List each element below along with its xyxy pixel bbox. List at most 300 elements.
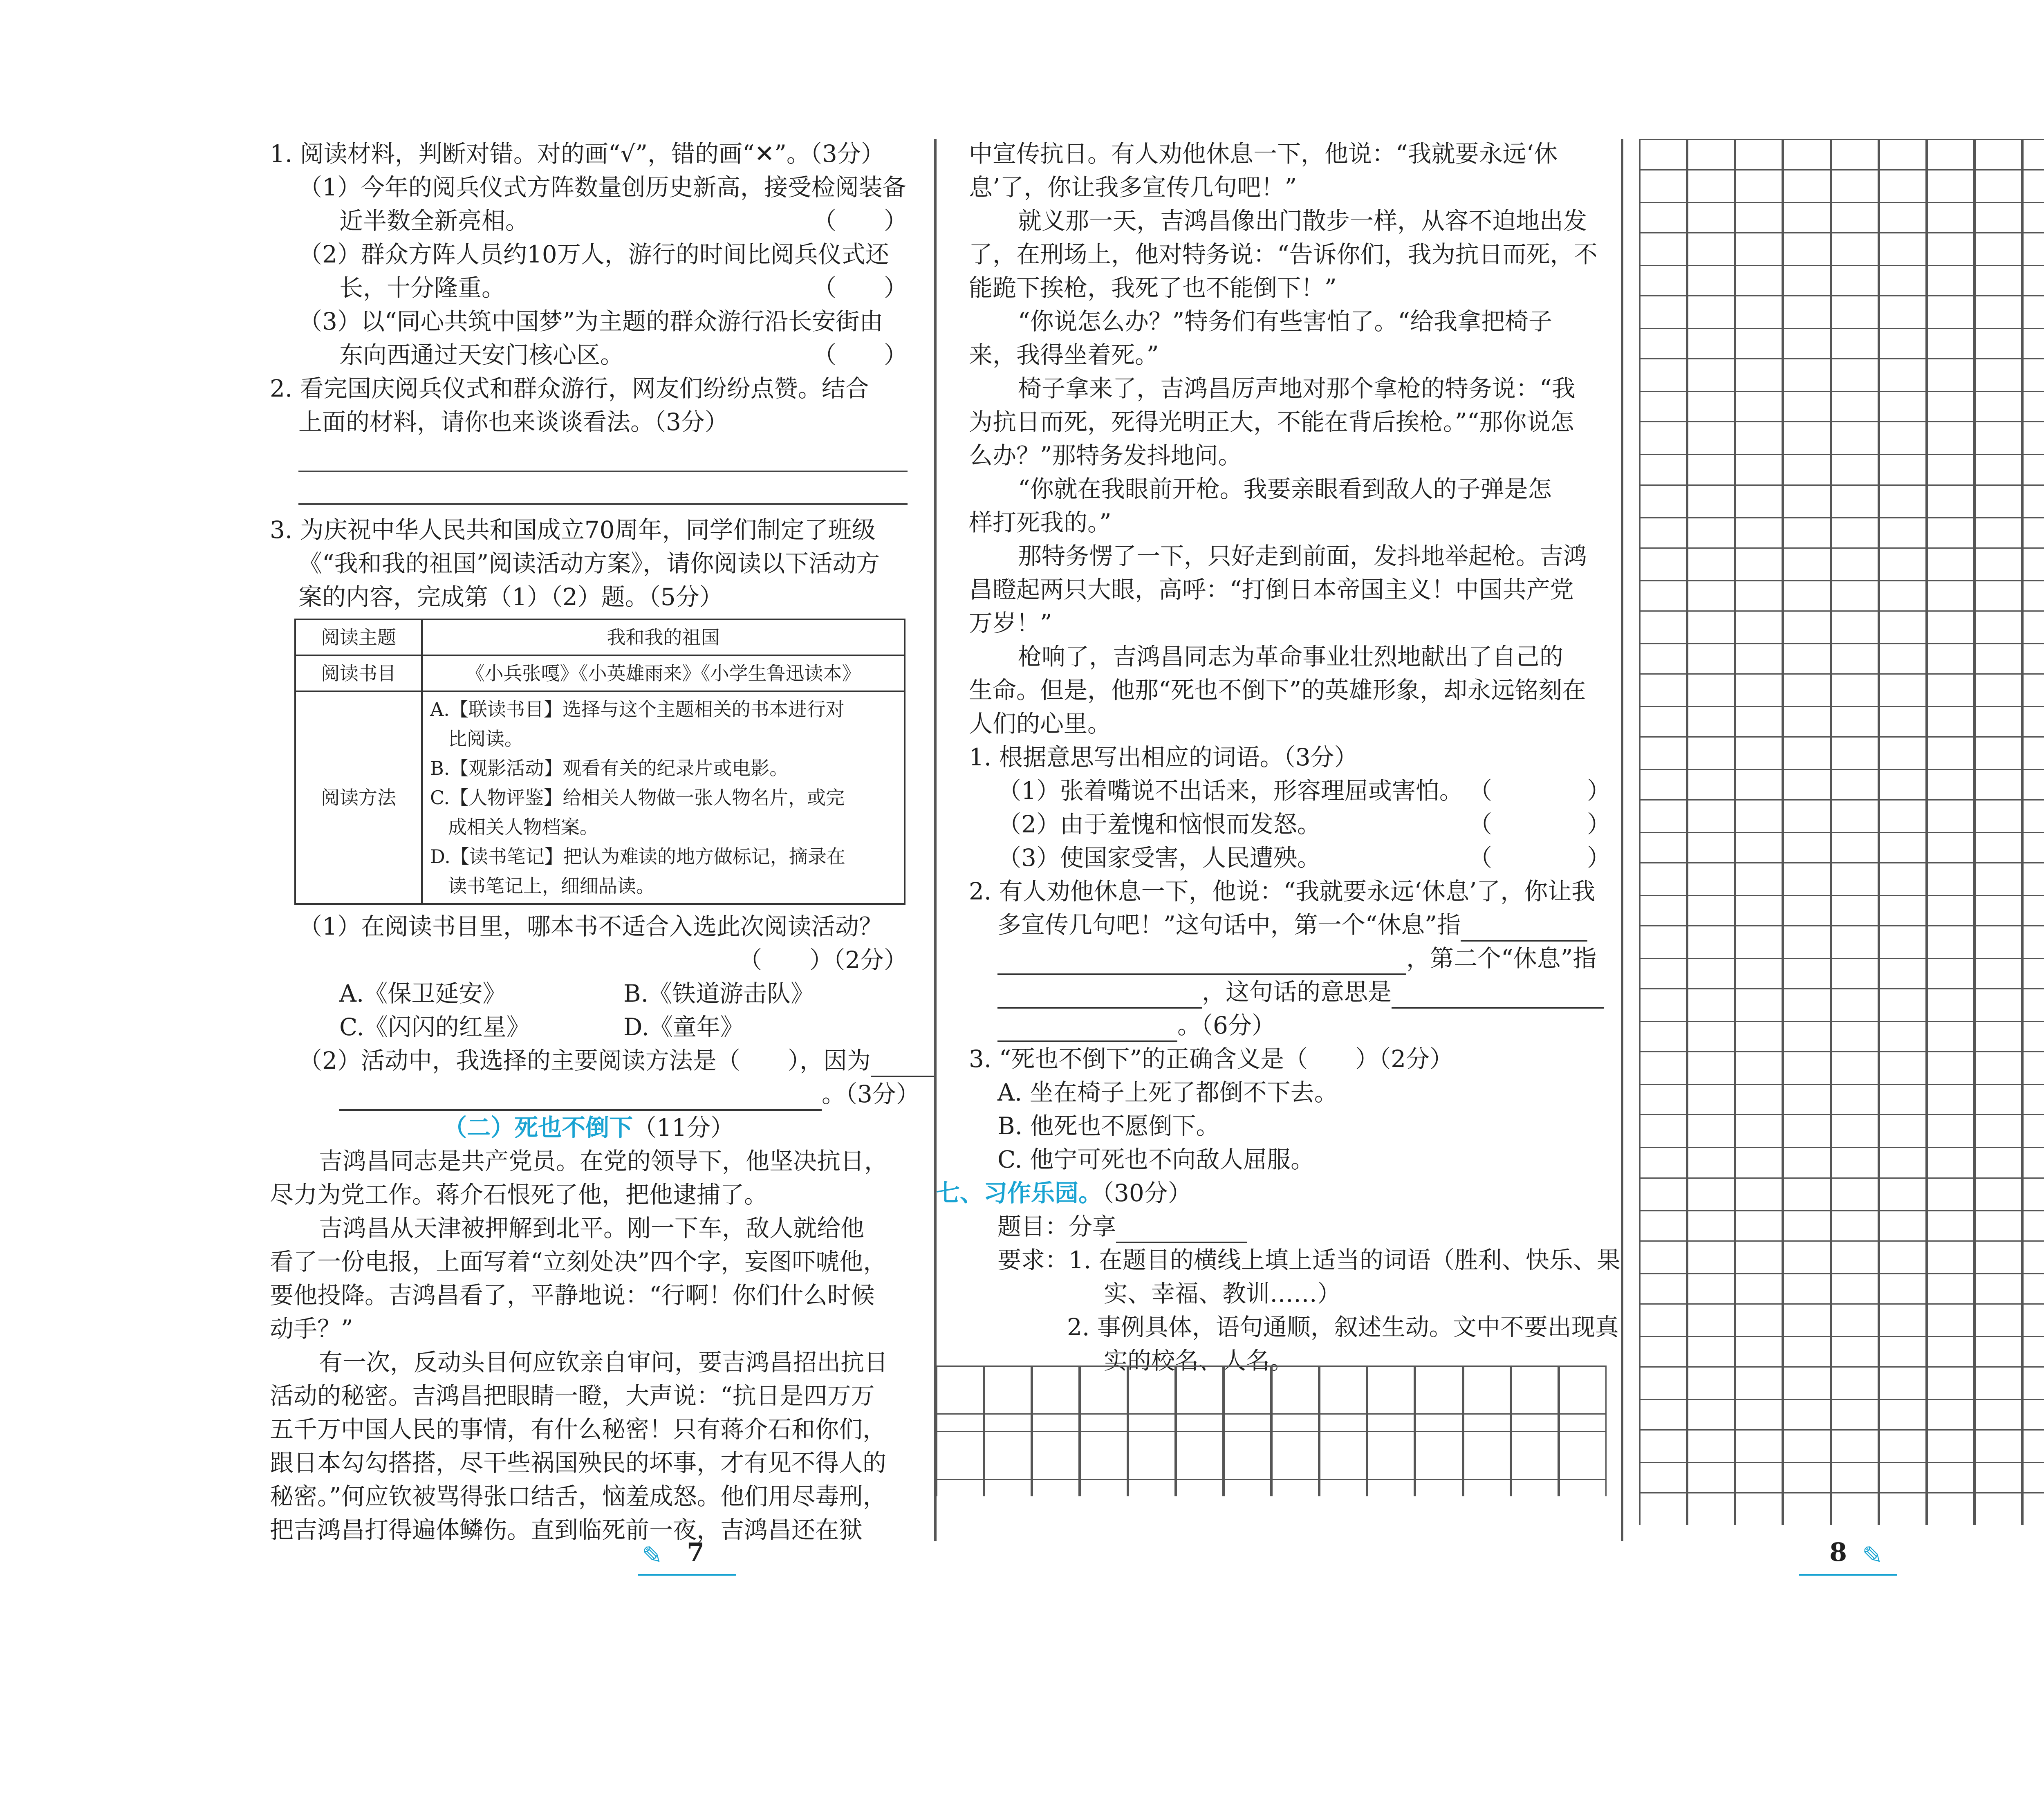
b-q1-stem: 1. 根据意思写出相应的词语。（3分） [969,743,1358,771]
grid-cell[interactable] [1639,1336,1687,1368]
grid-spacer [1831,549,1879,580]
grid-cell[interactable] [1879,1084,1927,1115]
grid-cell[interactable] [2022,832,2044,863]
grid-cell[interactable] [1783,1462,1831,1493]
grid-cell[interactable] [1927,1084,1975,1115]
grid-cell[interactable] [2022,1336,2044,1368]
grid-cell[interactable] [1927,454,1975,485]
grid-spacer [1032,1415,1080,1431]
grid-spacer [1975,422,2022,454]
grid-cell[interactable] [2022,1399,2044,1431]
grid-cell[interactable] [1783,1336,1831,1368]
grid-cell[interactable] [1559,1431,1607,1480]
grid-cell[interactable] [1975,1399,2022,1431]
option-b[interactable]: B.《铁道游击队》 [623,980,815,1007]
q3-sub2-blank1[interactable] [871,1052,936,1077]
grid-cell[interactable] [1927,1210,1975,1242]
grid-cell[interactable] [1927,958,1975,989]
grid-cell[interactable] [1687,958,1735,989]
grid-cell[interactable] [2022,1021,2044,1052]
b-q2-blank2[interactable] [997,950,1406,975]
grid-cell[interactable] [1687,1084,1735,1115]
grid-cell[interactable] [1831,1399,1879,1431]
pencil-icon: ✎ [642,1541,663,1570]
grid-spacer [1415,1415,1463,1431]
grid-cell[interactable] [1975,769,2022,800]
grid-cell[interactable] [2022,1210,2044,1242]
q1-item2-answer[interactable]: （ ） [812,274,908,302]
grid-cell[interactable] [1927,265,1975,296]
grid-cell[interactable] [1687,1462,1735,1493]
method-a-line2: 比阅读。 [430,728,523,750]
grid-cell[interactable] [1687,265,1735,296]
grid-cell[interactable] [1831,265,1879,296]
grid-cell[interactable] [2022,517,2044,549]
grid-cell[interactable] [1639,832,1687,863]
grid-cell[interactable] [1687,139,1735,170]
option-a[interactable]: A.《保卫延安》 [339,980,507,1007]
grid-cell[interactable] [1687,580,1735,612]
grid-cell[interactable] [1975,454,2022,485]
grid-cell[interactable] [1639,1399,1687,1431]
grid-spacer [1927,675,1975,706]
grid-cell[interactable] [1831,1084,1879,1115]
grid-cell[interactable] [1735,1084,1783,1115]
grid-cell[interactable] [1463,1366,1511,1415]
grid-cell[interactable] [1975,832,2022,863]
story-line-b8: 椅子拿来了，吉鸿昌厉声地对那个拿枪的特务说：“我 [1018,374,1576,402]
grid-spacer [1735,863,1783,895]
grid-cell[interactable] [1735,1210,1783,1242]
grid-cell[interactable] [1783,958,1831,989]
grid-cell[interactable] [1735,202,1783,233]
grid-cell[interactable] [984,1366,1032,1415]
grid-cell[interactable] [1879,202,1927,233]
grid-spacer [1639,549,1687,580]
q2-answer-line1[interactable] [298,446,908,472]
grid-spacer [1735,1115,1783,1147]
grid-cell[interactable] [1927,1462,1975,1493]
grid-cell[interactable] [1639,202,1687,233]
grid-cell[interactable] [1783,328,1831,359]
grid-cell[interactable] [1176,1366,1224,1415]
grid-cell[interactable] [1927,1273,1975,1305]
grid-spacer [1511,1480,1559,1496]
grid-cell[interactable] [1687,643,1735,675]
grid-spacer [2022,1305,2044,1336]
grid-spacer [1687,926,1735,958]
grid-cell[interactable] [1224,1431,1271,1480]
grid-cell[interactable] [2022,1273,2044,1305]
grid-cell[interactable] [1975,895,2022,926]
grid-cell[interactable] [1783,139,1831,170]
grid-cell[interactable] [2022,895,2044,926]
grid-cell[interactable] [1639,139,1687,170]
grid-cell[interactable] [1032,1366,1080,1415]
b-q3-option-c[interactable]: C. 他宁可死也不向敌人屈服。 [997,1146,1315,1173]
grid-cell[interactable] [1639,454,1687,485]
grid-cell[interactable] [936,1366,984,1415]
grid-spacer [1831,863,1879,895]
grid-cell[interactable] [1783,580,1831,612]
grid-cell[interactable] [1927,832,1975,863]
grid-cell[interactable] [1735,580,1783,612]
grid-spacer [1639,738,1687,769]
grid-cell[interactable] [1831,202,1879,233]
grid-cell[interactable] [1975,958,2022,989]
grid-cell[interactable] [1975,1336,2022,1368]
grid-cell[interactable] [1831,1336,1879,1368]
grid-cell[interactable] [2022,1462,2044,1493]
grid-cell[interactable] [1735,1021,1783,1052]
grid-cell[interactable] [1271,1431,1319,1480]
grid-cell[interactable] [1687,1210,1735,1242]
grid-cell[interactable] [1735,643,1783,675]
option-d[interactable]: D.《童年》 [623,1013,744,1041]
grid-cell[interactable] [2022,769,2044,800]
q3-sub1-answer[interactable]: （ ）（2分） [738,946,908,974]
q1-item3-answer[interactable]: （ ） [812,341,908,369]
grid-cell[interactable] [1879,895,1927,926]
grid-cell[interactable] [1879,958,1927,989]
grid-cell[interactable] [1927,328,1975,359]
grid-cell[interactable] [1783,265,1831,296]
grid-cell[interactable] [1367,1366,1415,1415]
essay-grid-large[interactable] [1639,139,2044,1525]
grid-cell[interactable] [1975,391,2022,422]
grid-cell[interactable] [1639,895,1687,926]
grid-cell[interactable] [1927,769,1975,800]
q1-item1-answer[interactable]: （ ） [812,207,908,235]
grid-cell[interactable] [1783,517,1831,549]
grid-cell[interactable] [1128,1431,1176,1480]
grid-spacer [1735,359,1783,391]
grid-cell[interactable] [1927,895,1975,926]
grid-spacer [1687,1368,1735,1399]
grid-cell[interactable] [1783,1273,1831,1305]
grid-cell[interactable] [1975,1273,2022,1305]
grid-cell[interactable] [1224,1366,1271,1415]
grid-cell[interactable] [1879,1147,1927,1178]
grid-cell[interactable] [1639,391,1687,422]
grid-cell[interactable] [2022,706,2044,738]
grid-cell[interactable] [1783,391,1831,422]
grid-cell[interactable] [1927,1021,1975,1052]
grid-cell[interactable] [2022,958,2044,989]
grid-cell[interactable] [1927,643,1975,675]
grid-spacer [1879,233,1927,265]
grid-cell[interactable] [984,1431,1032,1480]
grid-cell[interactable] [1687,1147,1735,1178]
grid-cell[interactable] [1511,1431,1559,1480]
grid-spacer [1975,359,2022,391]
grid-cell[interactable] [1735,1147,1783,1178]
b-q1-item3-answer[interactable]: （ ） [1468,844,1611,872]
grid-cell[interactable] [1927,139,1975,170]
grid-cell[interactable] [1879,580,1927,612]
grid-cell[interactable] [1879,769,1927,800]
grid-cell[interactable] [1879,643,1927,675]
grid-cell[interactable] [1687,1273,1735,1305]
grid-cell[interactable] [2022,202,2044,233]
q3-sub2: （2）活动中，我选择的主要阅读方法是（ ），因为 [270,1044,908,1077]
grid-cell[interactable] [1639,1210,1687,1242]
grid-spacer [1687,296,1735,328]
grid-cell[interactable] [1735,328,1783,359]
grid-cell[interactable] [1735,1462,1783,1493]
story-line-a11: 秘密。”何应钦被骂得张口结舌，恼羞成怒。他们用尽毒刑， [270,1482,887,1510]
grid-cell[interactable] [1879,328,1927,359]
grid-cell[interactable] [1975,328,2022,359]
grid-cell[interactable] [1783,1084,1831,1115]
grid-cell[interactable] [1927,517,1975,549]
grid-cell[interactable] [1735,139,1783,170]
method-a-line1: A.【联读书目】选择与这个主题相关的书本进行对 [430,698,845,720]
grid-cell[interactable] [1735,454,1783,485]
grid-cell[interactable] [1927,391,1975,422]
grid-cell[interactable] [1639,517,1687,549]
grid-cell[interactable] [936,1431,984,1480]
grid-spacer [1735,1431,1783,1462]
grid-cell[interactable] [1831,580,1879,612]
grid-cell[interactable] [1783,1147,1831,1178]
grid-cell[interactable] [1831,139,1879,170]
grid-cell[interactable] [1831,643,1879,675]
grid-cell[interactable] [1975,706,2022,738]
grid-spacer [1639,296,1687,328]
grid-cell[interactable] [1176,1431,1224,1480]
grid-cell[interactable] [1735,265,1783,296]
grid-cell[interactable] [1927,1147,1975,1178]
grid-cell[interactable] [2022,328,2044,359]
grid-cell[interactable] [1783,202,1831,233]
b-q1-item1: （1）张着嘴说不出话来，形容理屈或害怕。 （ ） [969,774,1611,807]
grid-cell[interactable] [2022,643,2044,675]
grid-cell[interactable] [1687,328,1735,359]
b-q1-item2-answer[interactable]: （ ） [1468,810,1611,838]
section2-title: （二）死也不倒下（11分） [443,1114,734,1141]
grid-cell[interactable] [1831,895,1879,926]
grid-cell[interactable] [1128,1366,1176,1415]
grid-cell[interactable] [1879,517,1927,549]
grid-cell[interactable] [1879,454,1927,485]
grid-cell[interactable] [2022,1084,2044,1115]
story-line-a2: 尽力为党工作。蒋介石恨死了他，把他逮捕了。 [270,1181,768,1209]
grid-cell[interactable] [1687,1336,1735,1368]
grid-cell[interactable] [1735,1336,1783,1368]
grid-cell[interactable] [1319,1366,1367,1415]
grid-spacer [1783,989,1831,1021]
option-c[interactable]: C.《闪闪的红星》 [339,1013,530,1041]
q2-answer-line2[interactable] [298,479,908,505]
grid-spacer [1975,800,2022,832]
grid-cell[interactable] [1783,1210,1831,1242]
grid-cell[interactable] [1463,1431,1511,1480]
grid-cell[interactable] [1879,139,1927,170]
grid-cell[interactable] [1735,706,1783,738]
grid-cell[interactable] [1831,454,1879,485]
grid-cell[interactable] [1687,391,1735,422]
b-q3-option-b[interactable]: B. 他死也不愿倒下。 [997,1112,1220,1140]
grid-cell[interactable] [1879,1210,1927,1242]
grid-cell[interactable] [2022,139,2044,170]
grid-cell[interactable] [1271,1366,1319,1415]
grid-cell[interactable] [1735,769,1783,800]
grid-cell[interactable] [1831,1147,1879,1178]
grid-cell[interactable] [1783,832,1831,863]
grid-cell[interactable] [1032,1431,1080,1480]
grid-cell[interactable] [1975,1210,2022,1242]
grid-cell[interactable] [1687,769,1735,800]
grid-cell[interactable] [1639,1084,1687,1115]
grid-cell[interactable] [1367,1431,1415,1480]
grid-cell[interactable] [1735,1273,1783,1305]
grid-cell[interactable] [1831,958,1879,989]
grid-cell[interactable] [1080,1366,1127,1415]
grid-cell[interactable] [1783,1399,1831,1431]
grid-cell[interactable] [1975,517,2022,549]
grid-cell[interactable] [1879,1399,1927,1431]
grid-cell[interactable] [1831,1210,1879,1242]
grid-cell[interactable] [1319,1431,1367,1480]
grid-cell[interactable] [1639,265,1687,296]
grid-cell[interactable] [1879,391,1927,422]
grid-cell[interactable] [2022,1147,2044,1178]
b-q2-blank1[interactable] [1461,916,1587,942]
grid-cell[interactable] [1879,1273,1927,1305]
grid-cell[interactable] [1831,517,1879,549]
grid-spacer [1639,863,1687,895]
grid-cell[interactable] [1559,1366,1607,1415]
grid-cell[interactable] [2022,454,2044,485]
grid-cell[interactable] [1639,1021,1687,1052]
grid-spacer [1687,1431,1735,1462]
grid-cell[interactable] [2022,391,2044,422]
grid-spacer [1879,1052,1927,1084]
grid-cell[interactable] [1735,958,1783,989]
grid-cell[interactable] [1927,706,1975,738]
grid-spacer [2022,863,2044,895]
grid-cell[interactable] [1831,391,1879,422]
grid-cell[interactable] [1975,580,2022,612]
grid-cell[interactable] [1879,1021,1927,1052]
grid-cell[interactable] [1975,139,2022,170]
grid-cell[interactable] [1735,1399,1783,1431]
grid-cell[interactable] [1783,706,1831,738]
b-q3-stem: 3. “死也不倒下”的正确含义是（ ）（2分） [969,1045,1453,1073]
story-line-b14: 昌瞪起两只大眼，高呼：“打倒日本帝国主义！中国共产党 [969,576,1574,603]
b-q2-blank3[interactable] [997,983,1202,1009]
grid-spacer [1367,1480,1415,1496]
grid-cell[interactable] [1831,1021,1879,1052]
grid-cell[interactable] [1879,1462,1927,1493]
b-q3-option-a[interactable]: A. 坐在椅子上死了都倒不下去。 [997,1079,1338,1106]
grid-cell[interactable] [1511,1366,1559,1415]
b-q2-blank5[interactable] [997,1017,1177,1042]
grid-cell[interactable] [1415,1431,1463,1480]
grid-cell[interactable] [1687,895,1735,926]
grid-spacer [1271,1480,1319,1496]
grid-cell[interactable] [1639,1273,1687,1305]
grid-spacer [1639,233,1687,265]
grid-cell[interactable] [1687,1021,1735,1052]
grid-cell[interactable] [1783,895,1831,926]
grid-cell[interactable] [1783,769,1831,800]
grid-cell[interactable] [1927,1399,1975,1431]
grid-cell[interactable] [1879,706,1927,738]
grid-cell[interactable] [1783,1021,1831,1052]
grid-cell[interactable] [1831,832,1879,863]
grid-cell[interactable] [1927,580,1975,612]
grid-cell[interactable] [2022,580,2044,612]
grid-cell[interactable] [1687,454,1735,485]
grid-cell[interactable] [1687,706,1735,738]
grid-cell[interactable] [2022,265,2044,296]
grid-spacer [1128,1415,1176,1431]
grid-cell[interactable] [1639,580,1687,612]
grid-cell[interactable] [1783,454,1831,485]
grid-cell[interactable] [1687,202,1735,233]
grid-cell[interactable] [1975,265,2022,296]
grid-cell[interactable] [1879,832,1927,863]
grid-cell[interactable] [1735,391,1783,422]
grid-cell[interactable] [1080,1431,1127,1480]
grid-cell[interactable] [1639,1147,1687,1178]
grid-cell[interactable] [1687,1399,1735,1431]
grid-spacer [1783,675,1831,706]
grid-cell[interactable] [1831,328,1879,359]
grid-cell[interactable] [1639,643,1687,675]
grid-cell[interactable] [1975,1021,2022,1052]
grid-spacer [1879,1305,1927,1336]
grid-cell[interactable] [1687,832,1735,863]
grid-cell[interactable] [1879,265,1927,296]
grid-cell[interactable] [1687,517,1735,549]
grid-spacer [1687,170,1735,202]
grid-cell[interactable] [1639,706,1687,738]
grid-cell[interactable] [1879,1336,1927,1368]
grid-cell[interactable] [1735,517,1783,549]
grid-cell[interactable] [1735,895,1783,926]
grid-cell[interactable] [1927,1336,1975,1368]
grid-cell[interactable] [1639,958,1687,989]
b-q1-item1-answer[interactable]: （ ） [1468,777,1611,805]
grid-cell[interactable] [1975,1462,2022,1493]
essay-topic-blank[interactable] [1116,1218,1247,1243]
grid-cell[interactable] [1975,643,2022,675]
grid-cell[interactable] [1831,1462,1879,1493]
grid-cell[interactable] [1975,202,2022,233]
q3-sub2-blank2[interactable] [339,1085,822,1111]
grid-cell[interactable] [1639,328,1687,359]
grid-spacer [1687,1052,1735,1084]
grid-cell[interactable] [1831,769,1879,800]
grid-cell[interactable] [1831,1273,1879,1305]
grid-spacer [1831,359,1879,391]
essay-grid-small[interactable] [936,1366,1607,1496]
b-q2-blank4[interactable] [1392,983,1604,1009]
grid-cell[interactable] [1927,202,1975,233]
grid-cell[interactable] [1975,1084,2022,1115]
grid-cell[interactable] [1415,1366,1463,1415]
grid-cell[interactable] [1639,769,1687,800]
grid-cell[interactable] [1783,643,1831,675]
grid-cell[interactable] [1975,1147,2022,1178]
grid-cell[interactable] [1735,832,1783,863]
grid-cell[interactable] [1639,1462,1687,1493]
grid-cell[interactable] [1831,706,1879,738]
grid-spacer [1975,549,2022,580]
